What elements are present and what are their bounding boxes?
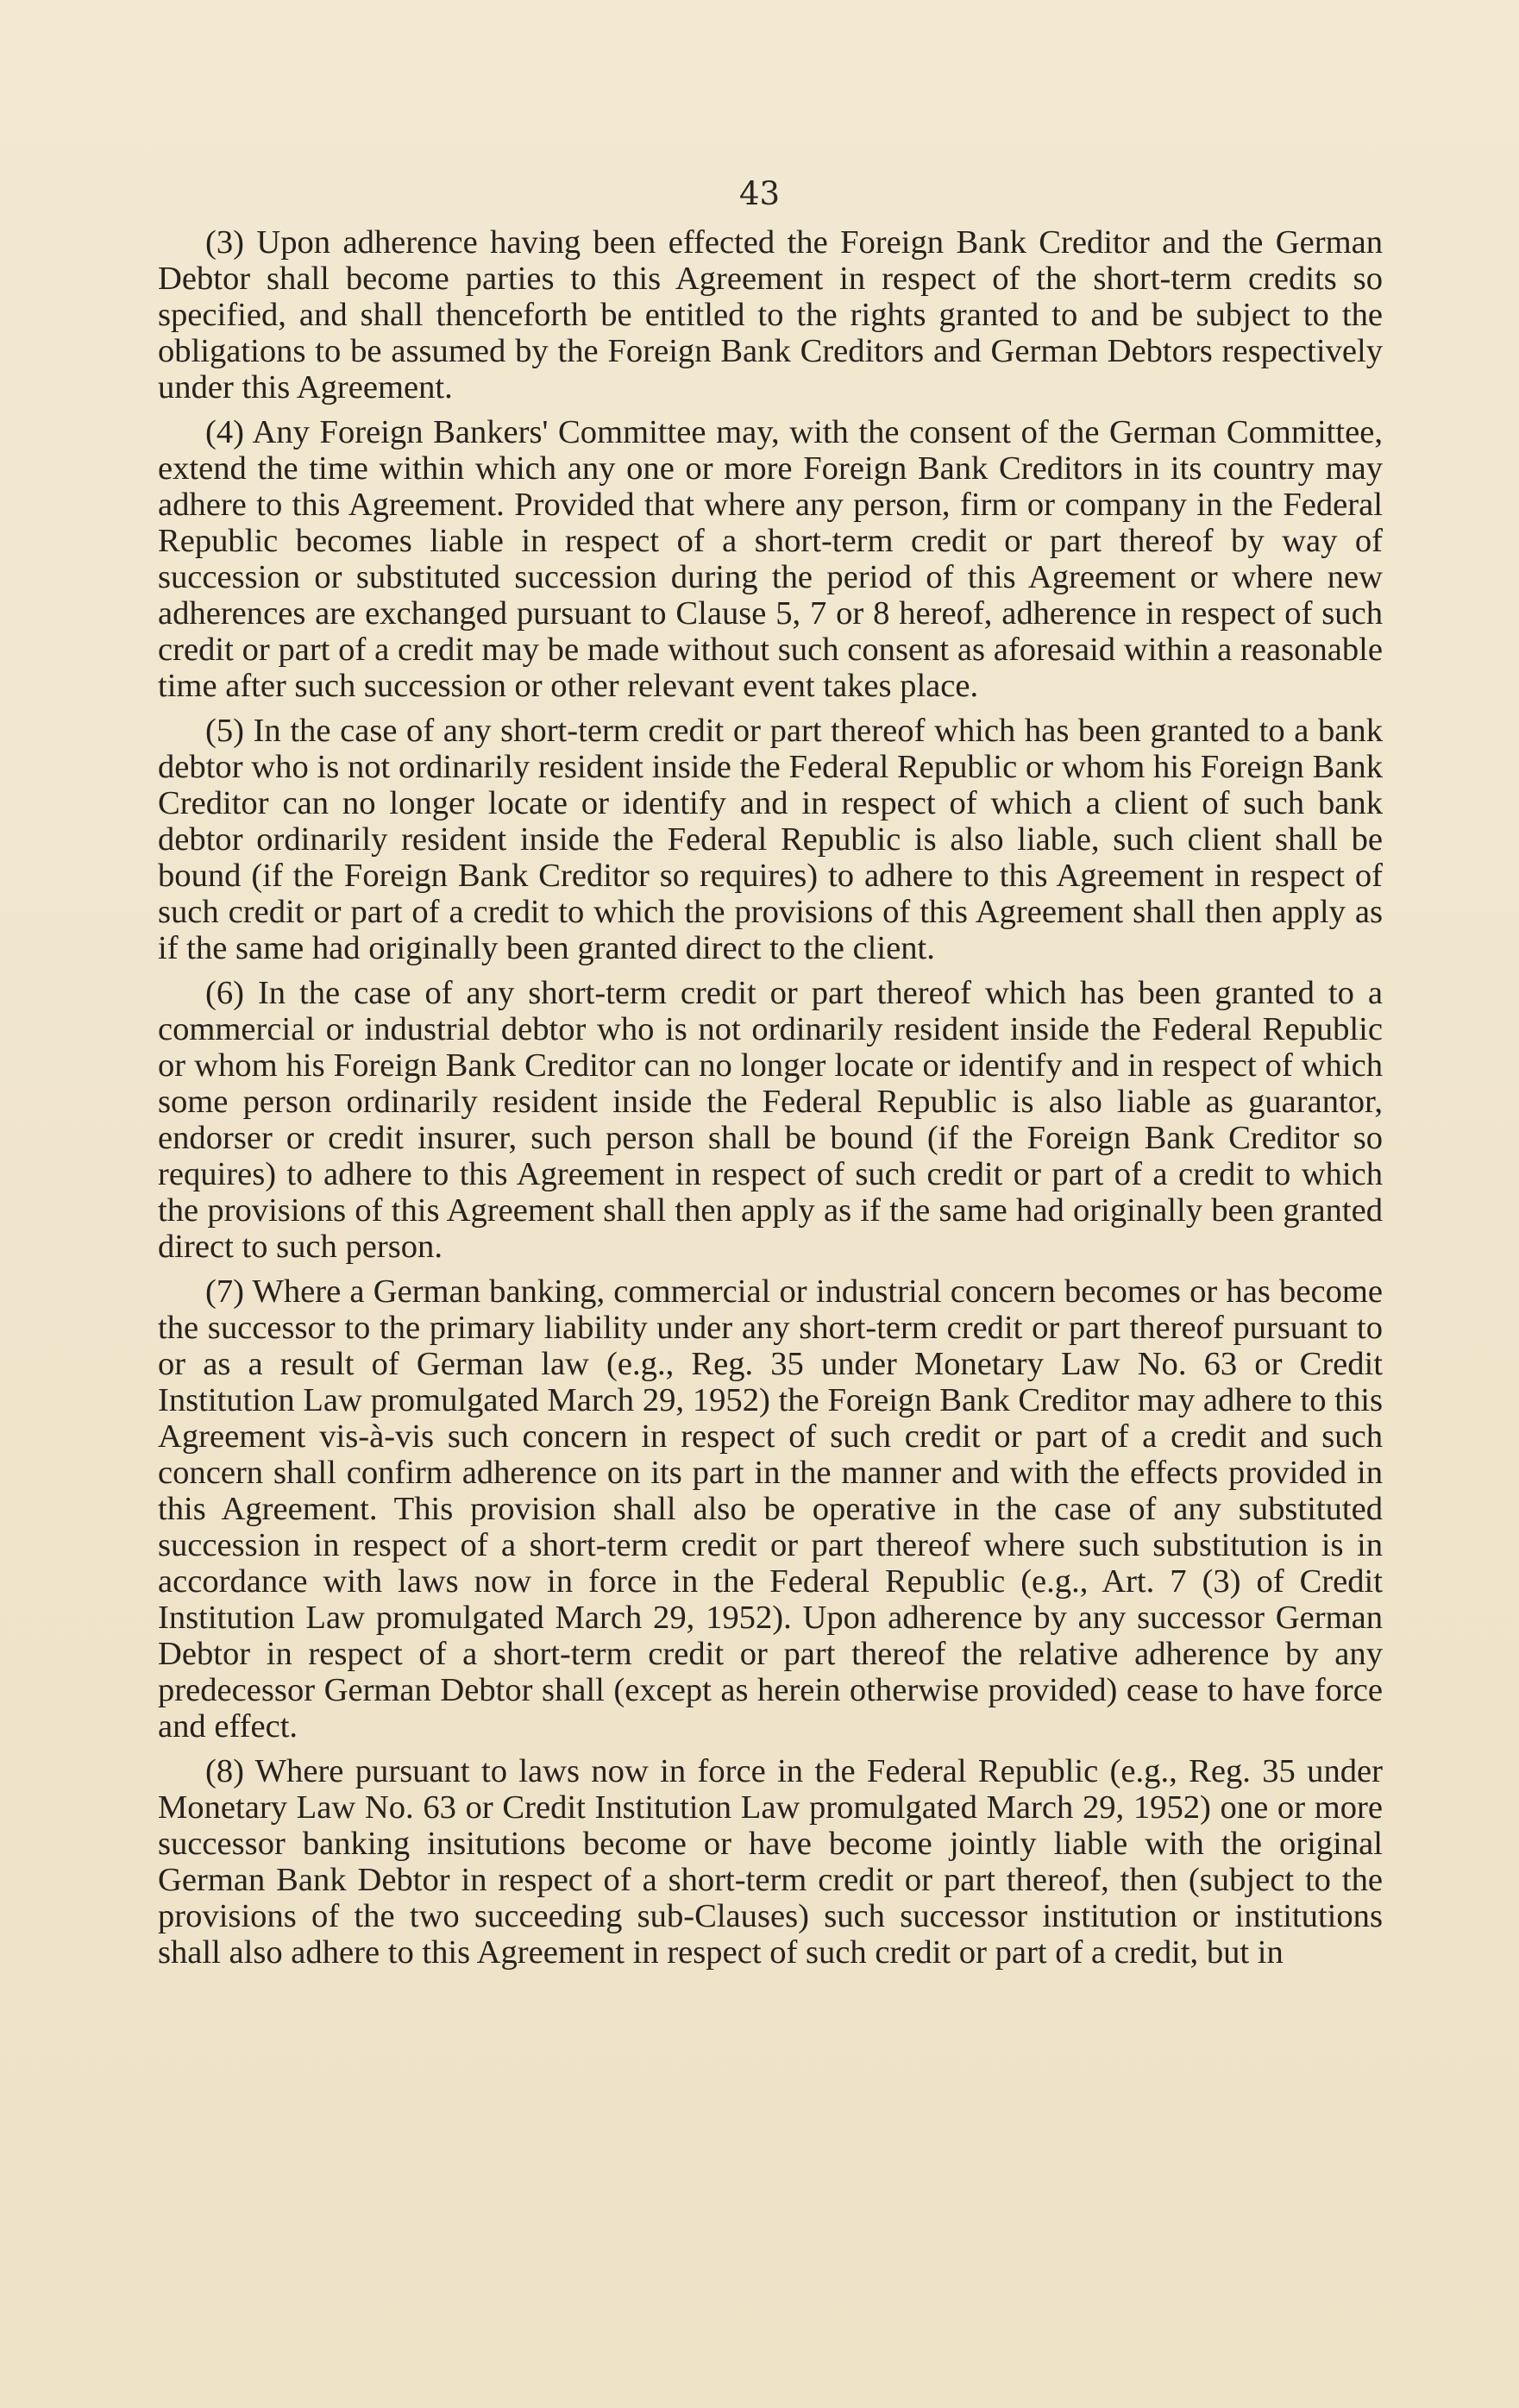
paragraph-8: (8) Where pursuant to laws now in force in the Federal Republic (e.g., Reg. 35 under Monetary Law No. 63 or Credit Institution Law promulgated March 29, 1952) one or more successor banking insitutions become or have become jointly liable with the original German Bank Debtor in respect of a short-term credit or part thereof, then (subject to the provisions of the two succeeding sub-Clauses) such successor institution or institutions shall also adhere to this Agreement in respect of such credit or part of a credit, but in — [158, 1753, 1383, 1971]
paragraph-7: (7) Where a German banking, commercial or industrial concern becomes or has become the successor to the primary liability under any short-term credit or part thereof pursuant to or as a result of German law (e.g., Reg. 35 under Monetary Law No. 63 or Credit Institution Law promulgated March 29, 1952) the Foreign Bank Creditor may adhere to this Agreement vis-à-vis such concern in respect of such credit or part of a credit and such concern shall confirm adherence on its part in the manner and with the effects provided in this Agreement. This provision shall also be operative in the case of any substituted succession in respect of a short-term credit or part thereof where such substitution is in accordance with laws now in force in the Federal Republic (e.g., Art. 7 (3) of Credit Institution Law promulgated March 29, 1952). Upon adherence by any successor German Debtor in respect of a short-term credit or part thereof the relative adherence by any predecessor German Debtor shall (except as herein otherwise provided) cease to have force and effect. — [158, 1273, 1383, 1745]
paragraph-4: (4) Any Foreign Bankers' Committee may, with the consent of the German Committee, extend the time within which any one or more Foreign Bank Creditors in its country may adhere to this Agreement. Provided that where any person, firm or company in the Federal Republic becomes liable in respect of a short-term credit or part thereof by way of succession or substituted succession during the period of this Agreement or where new adherences are exchanged pursuant to Clause 5, 7 or 8 hereof, adherence in respect of such credit or part of a credit may be made without such consent as aforesaid within a reasonable time after such succession or other relevant event takes place. — [158, 414, 1383, 704]
paragraph-6: (6) In the case of any short-term credit or part thereof which has been granted to a commercial or industrial debtor who is not ordinarily resident inside the Federal Republic or whom his Foreign Bank Creditor can no longer locate or identify and in respect of which some person ordinarily resident inside the Federal Republic is also liable as guarantor, endorser or credit insurer, such person shall be bound (if the Foreign Bank Creditor so requires) to adhere to this Agreement in respect of such credit or part of a credit to which the provisions of this Agreement shall then apply as if the same had originally been granted direct to such person. — [158, 975, 1383, 1265]
page-number: 43 — [738, 175, 781, 212]
paragraph-5: (5) In the case of any short-term credit or part thereof which has been granted to a bank debtor who is not ordinarily resident inside the Federal Republic or whom his Foreign Bank Creditor can no longer locate or identify and in respect of which a client of such bank debtor ordinarily resident inside the Federal Republic is also liable, such client shall be bound (if the Foreign Bank Creditor so requires) to adhere to this Agreement in respect of such credit or part of a credit to which the provisions of this Agreement shall then apply as if the same had originally been granted direct to the client. — [158, 713, 1383, 966]
paragraph-3: (3) Upon adherence having been effected the Foreign Bank Creditor and the German Debtor shall become parties to this Agreement in respect of the short-term credits so specified, and shall thenceforth be entitled to the rights granted to and be subject to the obligations to be assumed by the Foreign Bank Creditors and German Debtors respectively under this Agreement. — [158, 224, 1383, 406]
body-text — [158, 224, 1383, 1971]
